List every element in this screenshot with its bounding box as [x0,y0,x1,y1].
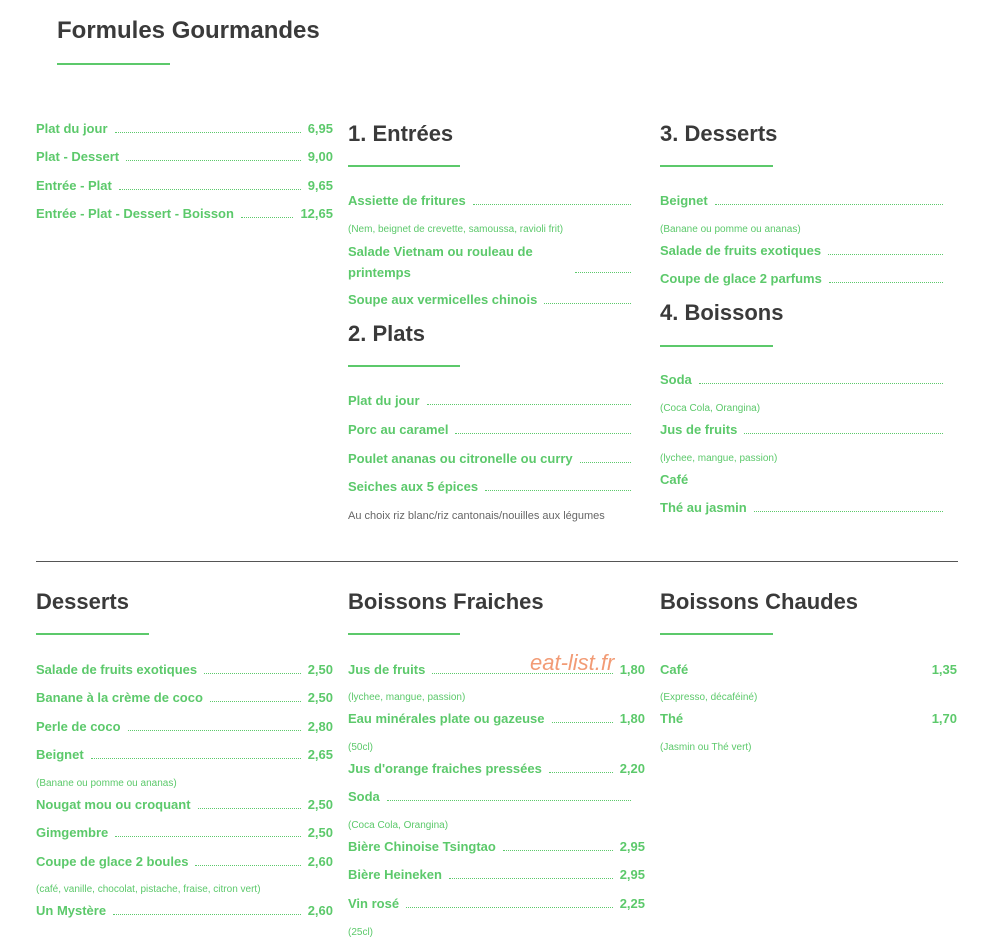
dot-leader [241,217,294,218]
item-price: 9,00 [307,149,333,164]
item-name: Thé au jasmin [660,500,747,515]
dot-leader [580,462,631,463]
menu-item [660,660,957,680]
item-price: 1,80 [619,662,645,677]
dot-leader [126,160,301,161]
dot-leader [455,433,631,434]
item-price: 2,20 [619,761,645,776]
item-name: Coupe de glace 2 parfums [660,271,822,286]
plats-underline [348,365,460,367]
menu-item [348,787,638,807]
entrees-underline [348,165,460,167]
boissons-chaudes-underline [660,633,773,635]
item-price: 2,95 [619,867,645,882]
dot-leader [115,132,301,133]
formule-item [36,147,333,167]
plats-title: 2. Plats [348,321,426,346]
menu-item [660,420,950,440]
dot-leader [544,303,631,304]
menu-item [36,717,333,737]
item-name: Plat du jour [36,121,108,136]
desserts-top-title: 3. Desserts [660,121,778,146]
item-note: (lychee, mangue, passion) [348,692,466,703]
item-price: 1,80 [619,711,645,726]
menu-item [348,759,645,779]
menu-item [36,688,333,708]
dot-leader [829,282,943,283]
item-name: Plat du jour [348,393,420,408]
dot-leader [387,800,631,801]
dot-leader [195,865,300,866]
dot-leader [695,673,925,674]
menu-item [348,420,638,440]
menu-item [348,449,638,469]
dot-leader [449,878,613,879]
item-price: 1,35 [931,662,957,677]
item-name: Banane à la crème de coco [36,690,203,705]
dot-leader [119,189,301,190]
dot-leader [406,907,613,908]
item-price: 2,60 [307,854,333,869]
item-price: 2,80 [307,719,333,734]
item-price: 6,95 [307,121,333,136]
item-name: Entrée - Plat [36,178,112,193]
dot-leader [113,914,301,915]
dot-leader [198,808,301,809]
item-note: (Jasmin ou Thé vert) [660,742,752,753]
menu-item [660,269,950,289]
dot-leader [503,850,613,851]
menu-item [348,241,638,283]
watermark: eat-list.fr [530,650,615,675]
item-name: Bière Heineken [348,867,442,882]
dot-leader [699,383,943,384]
entrees-title: 1. Entrées [348,121,454,146]
item-name: Café [660,472,689,487]
item-note: (50cl) [348,742,374,753]
desserts-title: Desserts [36,589,129,614]
item-note: (Expresso, décaféiné) [660,692,758,703]
item-note: (lychee, mangue, passion) [660,453,778,464]
dot-leader [552,722,613,723]
formules-underline [57,63,170,65]
item-name: Coupe de glace 2 boules [36,854,189,869]
menu-item [36,852,333,872]
boissons-fraiches-underline [348,633,460,635]
menu-item [348,709,645,729]
item-name: Jus de fruits [660,422,738,437]
item-name: Beignet [660,193,708,208]
item-price: 2,95 [619,839,645,854]
section-divider [36,561,958,562]
menu-item [348,837,645,857]
dot-leader [91,758,301,759]
item-name: Salade de fruits exotiques [36,662,198,677]
item-name: Plat - Dessert [36,149,120,164]
item-name: Perle de coco [36,719,121,734]
dot-leader [204,673,301,674]
item-note: (Coca Cola, Orangina) [348,820,449,831]
item-name: Salade de fruits exotiques [660,243,822,258]
item-note: (Banane ou pomme ou ananas) [36,778,177,789]
menu-item [348,477,638,497]
item-name: Jus d'orange fraiches pressées [348,761,542,776]
menu-item [660,191,950,211]
item-price: 9,65 [307,178,333,193]
dot-leader [828,254,943,255]
dot-leader [115,836,300,837]
item-price: 2,50 [307,662,333,677]
item-name: Eau minérales plate ou gazeuse [348,711,545,726]
dot-leader [128,730,301,731]
boissons-chaudes-title: Boissons Chaudes [660,589,859,614]
item-name: Café [660,662,689,677]
item-name: Poulet ananas ou citronelle ou curry [348,451,573,466]
item-price: 12,65 [300,206,333,221]
item-price: 2,50 [307,797,333,812]
boissons-top-title: 4. Boissons [660,300,784,325]
item-name: Nougat mou ou croquant [36,797,191,812]
desserts-underline [36,633,149,635]
formule-item [36,204,333,224]
item-name: Thé [660,711,684,726]
item-name: Un Mystère [36,903,107,918]
menu-item [660,709,957,729]
item-price: 2,60 [307,903,333,918]
item-name: Soupe aux vermicelles chinois [348,292,538,307]
formules-title: Formules Gourmandes [57,17,320,44]
item-name: Jus de fruits [348,662,426,677]
dot-leader [210,701,301,702]
dot-leader [427,404,632,405]
item-name: Entrée - Plat - Dessert - Boisson [36,206,234,221]
menu-item [660,370,950,390]
menu-item [36,795,333,815]
menu-item [36,823,333,843]
menu-item [348,191,638,211]
item-price: 2,25 [619,896,645,911]
item-note: (Coca Cola, Orangina) [660,403,761,414]
dot-leader [695,483,943,484]
item-name: Beignet [36,747,84,762]
dot-leader [549,772,613,773]
item-note: (Nem, beignet de crevette, samoussa, ravioli frit) [348,224,564,235]
menu-item [348,894,645,914]
boissons-fraiches-title: Boissons Fraiches [348,589,544,614]
item-name: Soda [660,372,692,387]
plats-footnote: Au choix riz blanc/riz cantonais/nouilles aux légumes [348,510,605,522]
item-name: Gimgembre [36,825,109,840]
item-price: 2,65 [307,747,333,762]
item-price: 2,50 [307,825,333,840]
dot-leader [575,272,631,273]
item-name: Bière Chinoise Tsingtao [348,839,496,854]
menu-item [660,470,950,490]
formule-item [36,176,333,196]
dot-leader [690,722,925,723]
desserts-top-underline [660,165,773,167]
item-name: Salade Vietnam ou rouleau de printemps [348,244,533,280]
menu-item [348,290,638,310]
item-name: Assiette de fritures [348,193,466,208]
menu-item [348,865,645,885]
dot-leader [485,490,631,491]
menu-item [660,241,950,261]
dot-leader [715,204,943,205]
menu-item [348,391,638,411]
item-name: Porc au caramel [348,422,449,437]
dot-leader [744,433,943,434]
formule-item [36,119,333,139]
item-name: Soda [348,789,380,804]
menu-item [36,745,333,765]
item-price: 1,70 [931,711,957,726]
menu-item [660,498,950,518]
dot-leader [473,204,631,205]
item-name: Vin rosé [348,896,400,911]
item-note: (Banane ou pomme ou ananas) [660,224,801,235]
item-name: Seiches aux 5 épices [348,479,479,494]
item-note: (café, vanille, chocolat, pistache, fraise, citron vert) [36,884,261,895]
item-note: (25cl) [348,927,374,938]
menu-item [36,660,333,680]
dot-leader [754,511,943,512]
item-price: 2,50 [307,690,333,705]
menu-item [36,901,333,921]
boissons-top-underline [660,345,773,347]
